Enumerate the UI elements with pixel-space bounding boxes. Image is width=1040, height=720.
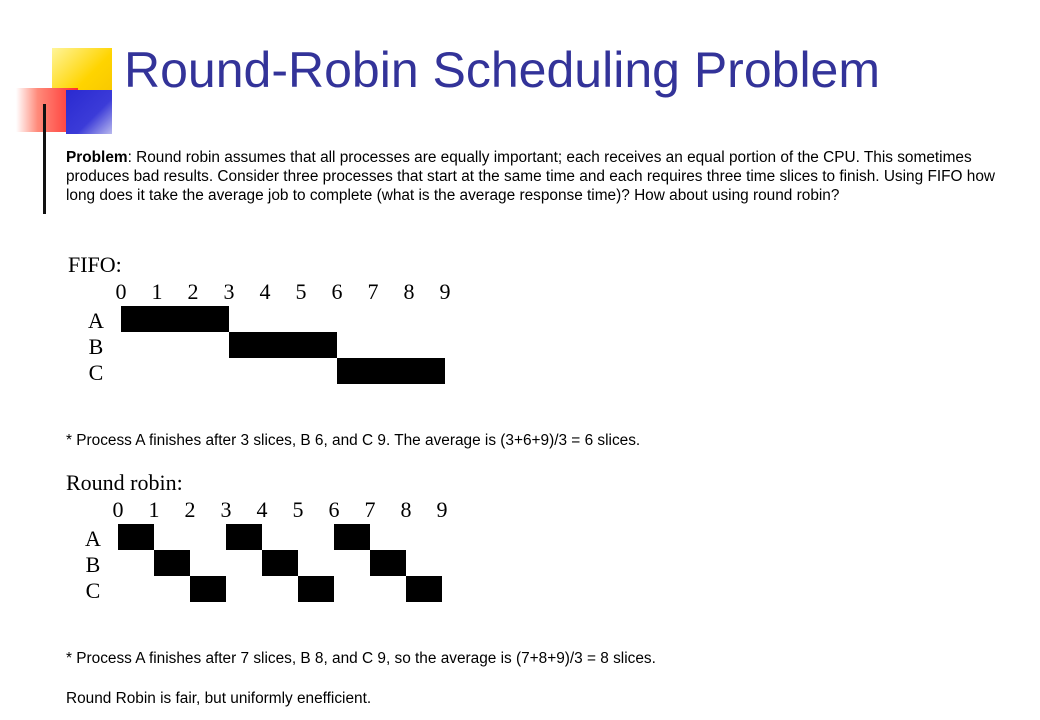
round-robin-heading: Round robin: <box>66 470 183 495</box>
process-label: A <box>85 526 101 551</box>
title-decoration-line <box>43 104 46 214</box>
time-tick-label: 6 <box>331 279 343 304</box>
time-tick-label: 2 <box>187 279 199 304</box>
title-decoration-blue <box>66 90 112 134</box>
time-tick-label: 5 <box>295 279 307 304</box>
time-tick-label: 3 <box>220 497 232 522</box>
bar-process-c <box>406 576 442 602</box>
problem-label: Problem <box>66 149 128 166</box>
process-label: B <box>85 552 101 577</box>
time-tick-label: 3 <box>223 279 235 304</box>
bar-process-c <box>190 576 226 602</box>
fifo-heading: FIFO: <box>68 252 122 277</box>
time-tick-label: 9 <box>436 497 448 522</box>
bar-process-a <box>121 306 229 332</box>
round-robin-gantt-chart <box>80 498 480 608</box>
process-label: A <box>88 308 104 333</box>
problem-body: : Round robin assumes that all processes are equally important; each receives an equal portion of the CPU. This sometimes produces bad results. Consider three processes that start at the same time and each requires three time slices to finish. Using FIFO how long does it take the average job to complete (what is the average response time)? How about using round robin? <box>66 149 995 204</box>
fifo-note: * Process A finishes after 3 slices, B 6, and C 9. The average is (3+6+9)/3 = 6 slices. <box>66 432 641 449</box>
time-tick-label: 8 <box>400 497 412 522</box>
time-tick-label: 7 <box>367 279 379 304</box>
bar-process-a <box>334 524 370 550</box>
time-tick-label: 7 <box>364 497 376 522</box>
time-tick-label: 6 <box>328 497 340 522</box>
time-tick-label: 9 <box>439 279 451 304</box>
bar-process-b <box>154 550 190 576</box>
process-label: C <box>85 578 101 603</box>
time-tick-label: 8 <box>403 279 415 304</box>
process-label: B <box>88 334 104 359</box>
bar-process-b <box>370 550 406 576</box>
time-tick-label: 4 <box>259 279 271 304</box>
time-tick-label: 1 <box>148 497 160 522</box>
bar-process-c <box>298 576 334 602</box>
conclusion-text: Round Robin is fair, but uniformly enefficient. <box>66 690 372 707</box>
time-tick-label: 1 <box>151 279 163 304</box>
time-tick-label: 0 <box>112 497 124 522</box>
time-tick-label: 5 <box>292 497 304 522</box>
time-tick-label: 2 <box>184 497 196 522</box>
bar-process-a <box>118 524 154 550</box>
bar-process-b <box>262 550 298 576</box>
bar-process-a <box>226 524 262 550</box>
bar-process-b <box>229 332 337 358</box>
fifo-gantt-chart <box>80 280 480 390</box>
problem-statement <box>66 148 1016 205</box>
slide-title: Round-Robin Scheduling Problem <box>124 42 881 98</box>
time-tick-label: 4 <box>256 497 268 522</box>
round-robin-note: * Process A finishes after 7 slices, B 8, and C 9, so the average is (7+8+9)/3 = 8 slices. <box>66 650 656 667</box>
time-tick-label: 0 <box>115 279 127 304</box>
bar-process-c <box>337 358 445 384</box>
process-label: C <box>88 360 104 385</box>
